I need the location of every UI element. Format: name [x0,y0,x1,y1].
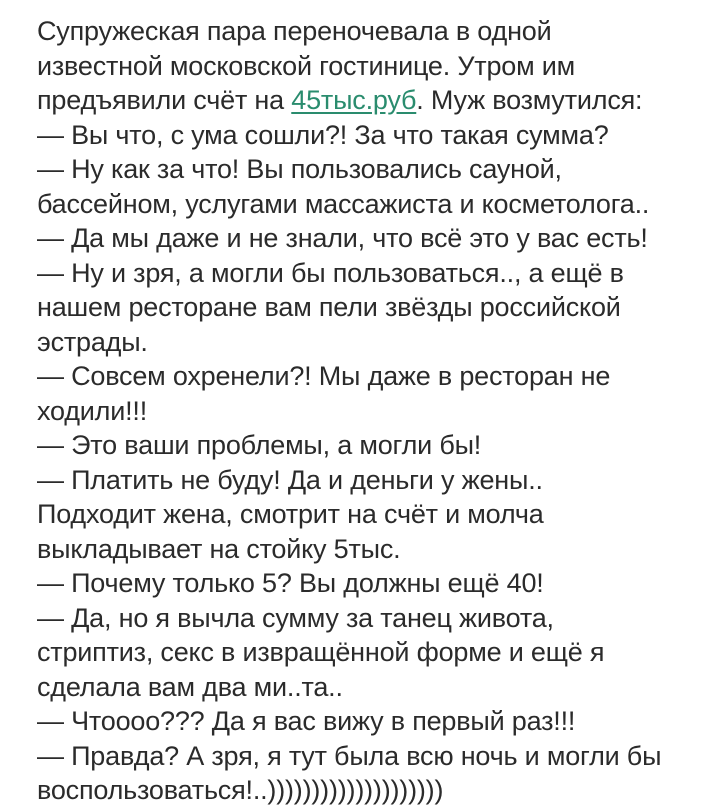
text-line: — Ну как за что! Вы пользовались сауной, [37,154,562,184]
text-fragment: . Муж возмутился: [416,85,643,115]
amount-link[interactable]: 45тыс.руб [291,85,417,115]
text-line: Подходит жена, смотрит на счёт и молча [37,499,544,529]
text-line: — Правда? А зря, я тут была всю ночь и могли бы [37,740,662,771]
text-line: — Платить не буду! Да и деньги у жены.. [37,464,543,495]
text-line: ходили!!! [37,395,147,426]
text-line: воспользоваться!..)))))))))))))))))))) [37,775,444,805]
text-line: — Вы что, с ума сошли?! За что такая сумма? [37,119,609,150]
text-line: — Почему только 5? Вы должны ещё 40! [37,568,544,598]
text-line: выкладывает на стойку 5тыс. [37,533,401,564]
text-line: — Ну и зря, а могли бы пользоваться.., а ещё в [37,257,624,288]
text-line-with-link [37,83,707,118]
text-fragment: предъявили счёт на [37,85,292,115]
text-line: эстрады. [37,326,148,357]
text-line: сделала вам два ми..та.. [37,671,343,702]
text-line: — Чтоооо??? Да я вас вижу в первый раз!!! [37,706,576,736]
text-line: — Да, но я вычла сумму за танец живота, [37,602,554,633]
text-line: — Совсем охренели?! Мы даже в ресторан не [37,361,611,391]
text-line: — Это ваши проблемы, а могли бы! [37,430,482,460]
post-text [37,14,707,808]
text-line: — Да мы даже и не знали, что всё это у вас есть! [37,223,648,253]
text-line: известной московской гостинице. Утром им [37,50,576,81]
text-line: бассейном, услугами массажиста и косметолога.. [37,188,650,219]
text-line: стриптиз, секс в извращённой форме и ещё я [37,637,605,667]
text-line: Супружеская пара переночевала в одной [37,16,552,46]
text-line: нашем ресторане вам пели звёзды российской [37,292,621,322]
